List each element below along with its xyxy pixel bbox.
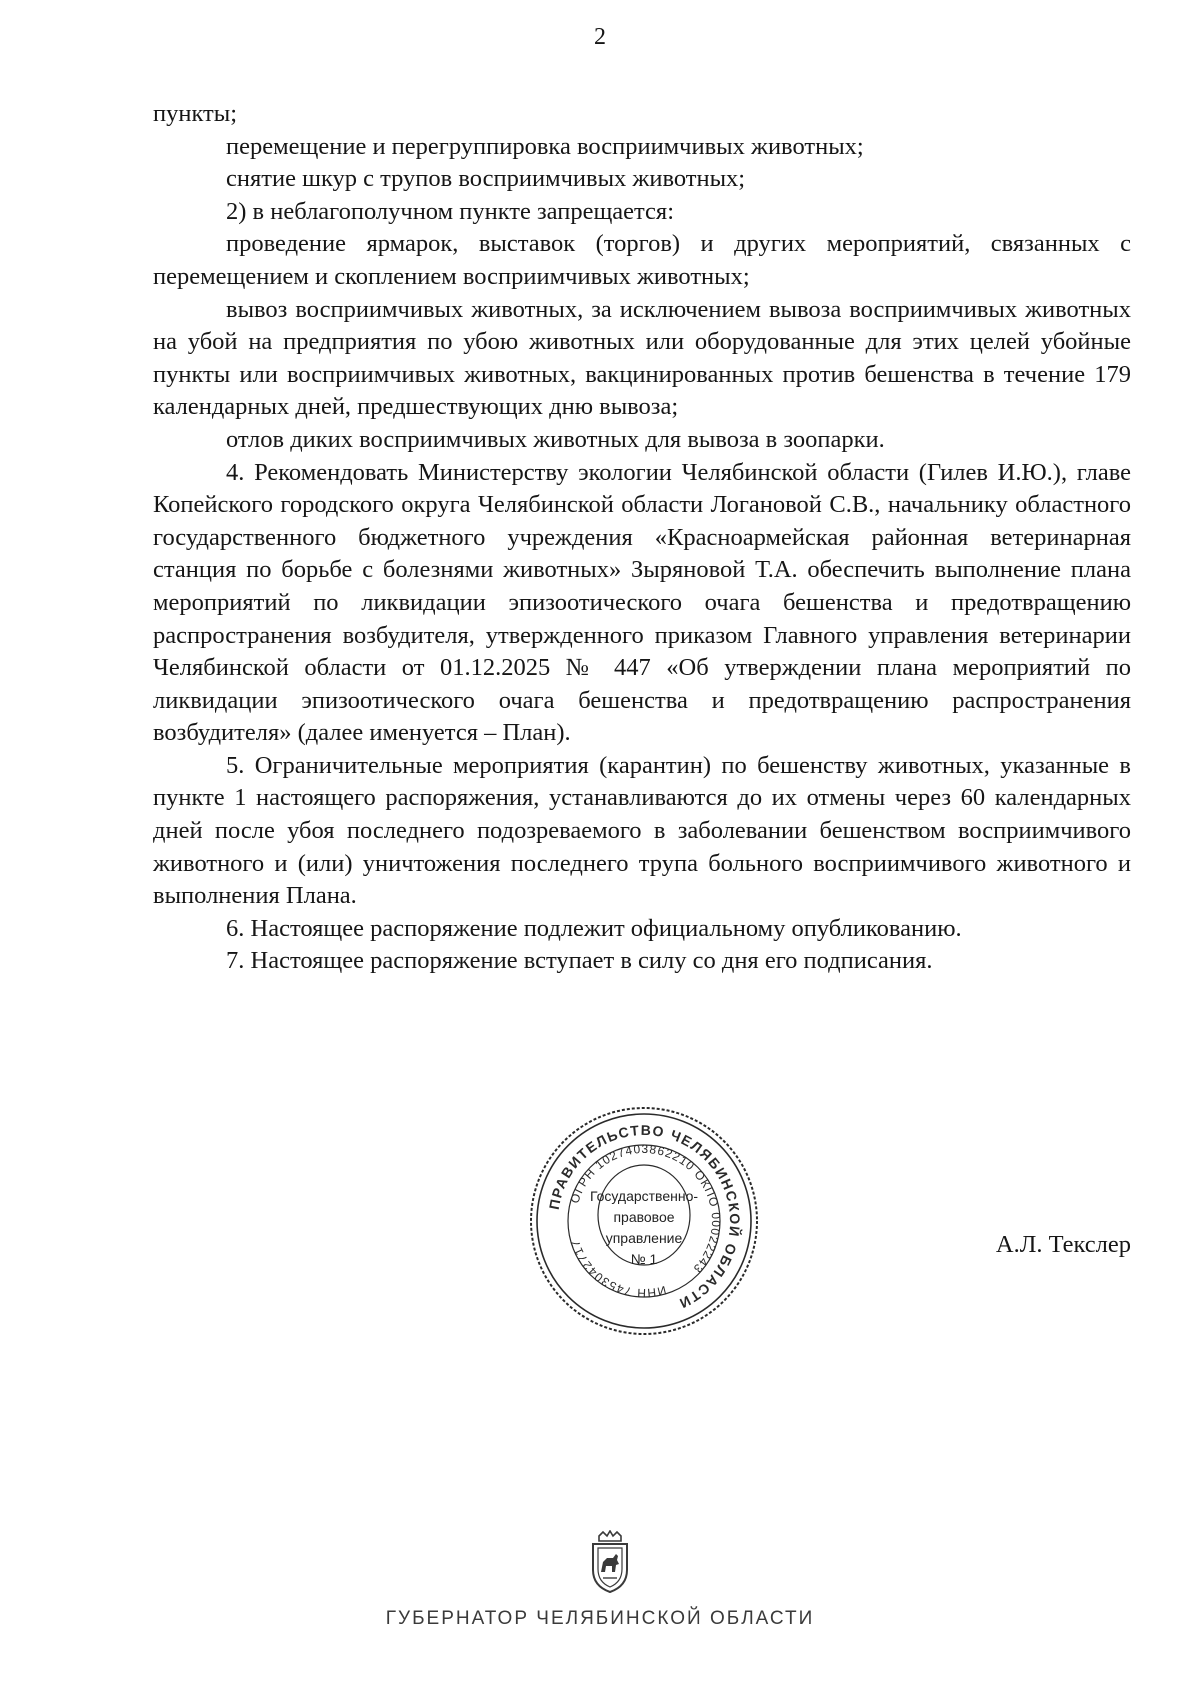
seal-inner-line: № 1	[630, 1251, 658, 1267]
paragraph-capture: отлов диких восприимчивых животных для вывоза в зоопарки.	[226, 425, 885, 453]
paragraph-item-5: 5. Ограничительные мероприятия (карантин) по бешенству животных, указанные в пункте 1 настоящего распоряжения, устанавливаются до их отмены через 60 календарных дней после убоя последнего подозреваемого в заболевании бешенством восприимчивого животного и (или) уничтожения последнего трупа больного восприимчивого животного и выполнения Плана.	[153, 751, 1131, 910]
seal-ogrn-text: ОГРН 1027403862210	[567, 1141, 698, 1206]
footer-governor-title: ГУБЕРНАТОР ЧЕЛЯБИНСКОЙ ОБЛАСТИ	[385, 1608, 815, 1629]
seal-inner-line: Государственно-	[589, 1188, 699, 1204]
paragraph-fairs: проведение ярмарок, выставок (торгов) и других мероприятий, связанных с перемещением и скоплением восприимчивых животных;	[153, 230, 1131, 290]
seal-inner-line: правовое	[613, 1209, 675, 1225]
paragraph-continuation: пункты;	[153, 100, 238, 127]
seal-inn-text: ИНН 7453042717	[567, 1237, 668, 1301]
paragraph-export: вывоз восприимчивых животных, за исключением вывоза восприимчивых животных на убой на предприятия по убою животных или оборудованные для этих целей убойные пункты или восприимчивых животных, вакцинированных против бешенства в течение 179 календарных дней, предшествующих дню вывоза;	[153, 295, 1131, 421]
seal-okpo-text: ОКПО 00022243	[690, 1167, 724, 1277]
paragraph-item-6: 6. Настоящее распоряжение подлежит официальному опубликованию.	[226, 914, 962, 942]
seal-outer-text: ПРАВИТЕЛЬСТВО ЧЕЛЯБИНСКОЙ ОБЛАСТИ	[545, 1121, 744, 1313]
paragraph-item-7: 7. Настоящее распоряжение вступает в силу со дня его подписания.	[226, 947, 933, 975]
seal-inner-line: управление	[605, 1230, 683, 1246]
paragraph-prohibited-heading: 2) в неблагополучном пункте запрещается:	[226, 197, 675, 225]
paragraph-skins: снятие шкур с трупов восприимчивых животных;	[226, 165, 746, 193]
coat-of-arms-icon	[585, 1530, 635, 1594]
page-number: 2	[594, 24, 606, 50]
signatory-name: А.Л. Текслер	[995, 1231, 1131, 1258]
paragraph-movement: перемещение и перегруппировка восприимчивых животных;	[226, 132, 864, 160]
document-body	[153, 98, 1131, 978]
paragraph-item-4: 4. Рекомендовать Министерству экологии Челябинской области (Гилев И.Ю.), главе Копейского городского округа Челябинской области Логановой С.В., начальнику областного государственного бюджетного учреждения «Красноармейская районная ветеринарная станция по борьбе с болезнями животных» Зыряновой Т.А. обеспечить выполнение плана мероприятий по ликвидации эпизоотического очага бешенства и предотвращению распространения возбудителя, утвержденного приказом Главного управления ветеринарии Челябинской области от 01.12.2025 № 447 «Об утверждении плана мероприятий по ликвидации эпизоотического очага бешенства и предотвращению распространения возбудителя» (далее именуется – План).	[153, 458, 1131, 747]
seal-inner-text	[574, 1186, 714, 1270]
